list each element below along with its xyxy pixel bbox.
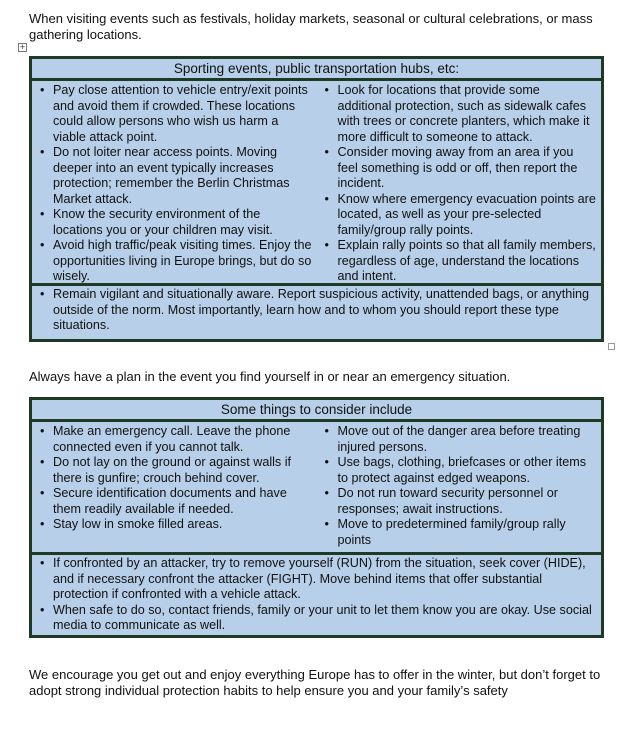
- bullet-item: • Explain rally points so that all family members, regardless of age, understand the locations and intent.: [323, 238, 598, 285]
- table1-title: Sporting events, public transportation hubs, etc:: [32, 59, 601, 81]
- table-move-handle[interactable]: +: [19, 42, 26, 52]
- table2-right-list: [323, 424, 598, 548]
- table2-columns: [32, 422, 601, 555]
- bullet-item: • Secure identification documents and have them readily available if needed.: [38, 486, 313, 517]
- table1-left-column: [32, 81, 317, 283]
- bullet-item: • Make an emergency call. Leave the phone connected even if you cannot talk.: [38, 424, 313, 455]
- bullet-item: • Move to predetermined family/group rally points: [323, 517, 598, 548]
- table2-left-list: [38, 424, 313, 533]
- table2-bottom-row: [32, 555, 601, 634]
- table-resize-handle[interactable]: [608, 343, 615, 350]
- table2-right-column: [317, 422, 602, 552]
- table1-bottom-list: [38, 287, 595, 334]
- plan-paragraph: Always have a plan in the event you find yourself in or near an emergency situation.: [29, 369, 511, 384]
- bullet-item: • Know where emergency evacuation points are located, as well as your pre-selected family/group rally points.: [323, 192, 598, 239]
- table1-right-list: [323, 83, 598, 285]
- table1-columns: [32, 81, 601, 286]
- sporting-events-table: [29, 56, 604, 342]
- bullet-item: • Avoid high traffic/peak visiting times. Enjoy the opportunities living in Europe brings, but do so wisely.: [38, 238, 313, 285]
- table1-right-column: [317, 81, 602, 283]
- table2-left-column: [32, 422, 317, 552]
- table2-title: Some things to consider include: [32, 400, 601, 422]
- bullet-item: • Do not lay on the ground or against walls if there is gunfire; crouch behind cover.: [38, 455, 313, 486]
- bullet-item: • Know the security environment of the locations you or your children may visit.: [38, 207, 313, 238]
- bullet-item: • Consider moving away from an area if you feel something is odd or off, then report the incident.: [323, 145, 598, 192]
- table1-bottom-row: [32, 286, 601, 334]
- bullet-item: • Do not loiter near access points. Moving deeper into an event typically increases protection; remember the Berlin Christmas Market attack.: [38, 145, 313, 207]
- bullet-item: • Move out of the danger area before treating injured persons.: [323, 424, 598, 455]
- emergency-considerations-table: [29, 397, 604, 638]
- intro-paragraph: When visiting events such as festivals, holiday markets, seasonal or cultural celebrations, or mass gathering locations.: [29, 11, 593, 42]
- bullet-item: • Look for locations that provide some additional protection, such as sidewalk cafes with trees or concrete planters, which make it more difficult to someone to attack.: [323, 83, 598, 145]
- table2-bottom-list: [38, 556, 595, 634]
- bullet-item: • If confronted by an attacker, try to remove yourself (RUN) from the situation, seek cover (HIDE), and if necessary confront the attacker (FIGHT). Move behind items that offer substantial protection if confronted with a vehicle attack.: [38, 556, 595, 603]
- bullet-item: • Do not run toward security personnel or responses; await instructions.: [323, 486, 598, 517]
- table1-left-list: [38, 83, 313, 285]
- bullet-item: • Remain vigilant and situationally aware. Report suspicious activity, unattended bags, or anything outside of the norm. Most importantly, learn how and to whom you should report these type situations.: [38, 287, 595, 334]
- bullet-item: • When safe to do so, contact friends, family or your unit to let them know you are okay. Use social media to communicate as well.: [38, 603, 595, 634]
- closing-paragraph: We encourage you get out and enjoy everything Europe has to offer in the winter, but don’t forget to adopt strong individual protection habits to help ensure you and your family’s safety: [29, 667, 601, 698]
- bullet-item: • Use bags, clothing, briefcases or other items to protect against edged weapons.: [323, 455, 598, 486]
- bullet-item: • Pay close attention to vehicle entry/exit points and avoid them if crowded. These locations could allow persons who wish us harm a viable attack point.: [38, 83, 313, 145]
- bullet-item: • Stay low in smoke filled areas.: [38, 517, 313, 533]
